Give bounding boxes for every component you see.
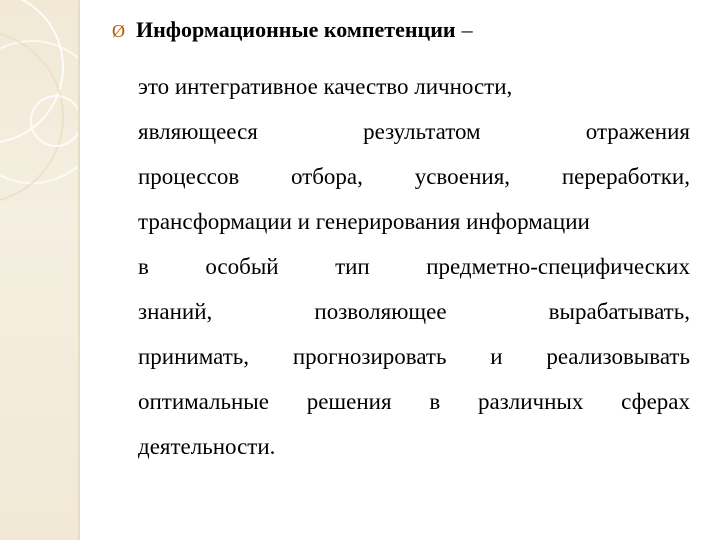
text-word: различных: [477, 389, 584, 414]
text-line: [138, 289, 690, 334]
text-word: трансформации и генерирования информации: [138, 209, 590, 234]
heading-term: Информационные компетенции: [136, 17, 456, 42]
text-line: [138, 109, 690, 154]
text-word: и: [490, 344, 503, 369]
text-word: позволяющее: [314, 299, 447, 324]
text-word: реализовывать: [546, 344, 690, 369]
text-line: [138, 424, 690, 469]
text-line: [138, 199, 690, 244]
text-word: переработки,: [561, 164, 690, 189]
decorative-side-band: [0, 0, 78, 540]
text-word: решения: [306, 389, 392, 414]
definition-text: [138, 64, 690, 469]
text-line: [138, 244, 690, 289]
text-word: отражения: [585, 119, 690, 144]
text-word: результатом: [363, 119, 481, 144]
text-line: [138, 154, 690, 199]
text-word: в: [138, 254, 149, 279]
decorative-ring: [30, 95, 78, 147]
band-divider: [78, 0, 80, 540]
slide-heading: [112, 10, 690, 51]
text-word: отбора,: [290, 164, 363, 189]
text-word: тип: [335, 254, 370, 279]
slide-content: [112, 10, 690, 469]
text-word: особый: [205, 254, 279, 279]
text-word: деятельности.: [138, 434, 276, 459]
text-word: в: [429, 389, 441, 414]
text-line: [138, 64, 690, 109]
text-word: это интегративное качество личности,: [138, 74, 513, 99]
heading-dash: –: [461, 17, 473, 42]
text-word: усвоения,: [414, 164, 511, 189]
text-word: оптимальные: [138, 389, 269, 414]
text-word: предметно-специфических: [426, 254, 690, 279]
text-word: прогнозировать: [292, 344, 447, 369]
text-word: процессов: [138, 164, 240, 189]
text-word: сферах: [621, 389, 690, 414]
text-word: являющееся: [138, 119, 258, 144]
arrow-bullet-icon: Ø: [112, 21, 125, 41]
text-line: [138, 379, 690, 424]
text-word: вырабатывать,: [548, 299, 690, 324]
text-word: знаний,: [138, 299, 213, 324]
text-word: принимать,: [138, 344, 250, 369]
text-line: [138, 334, 690, 379]
